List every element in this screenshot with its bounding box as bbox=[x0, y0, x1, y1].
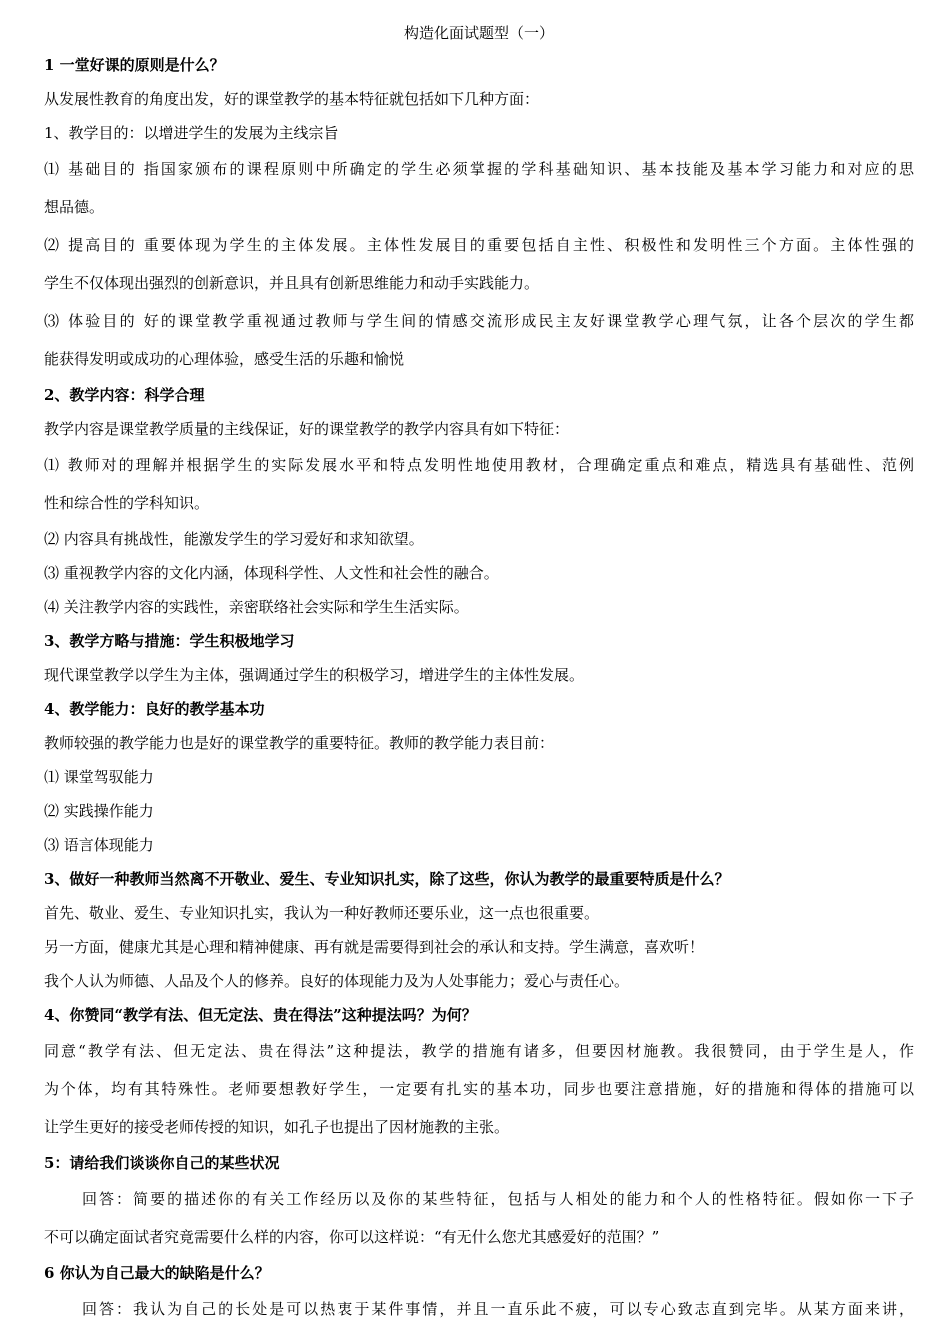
text-line: 从发展性教育的角度出发，好的课堂教学的基本特征就包括如下几种方面： bbox=[44, 90, 540, 108]
text-line: 为个体，均有其特殊性。老师要想教好学生，一定要有扎实的基本功，同步也要注意措施，好的措施和得体的措施可以 bbox=[44, 1080, 914, 1098]
text-line: 首先、敬业、爱生、专业知识扎实，我认为一种好教师还要乐业，这一点也很重要。 bbox=[44, 904, 600, 922]
text-line: ⑶ 重视教学内容的文化内涵，体现科学性、人文性和社会性的融合。 bbox=[44, 564, 499, 582]
text-line: 1、教学目的：以增进学生的发展为主线宗旨 bbox=[44, 124, 339, 142]
document-page bbox=[44, 20, 914, 1328]
text-line: 我个人认为师德、人品及个人的修养。良好的体现能力及为人处事能力；爱心与责任心。 bbox=[44, 972, 630, 990]
text-line: 同意“教学有法、但无定法、贵在得法”这种提法，教学的措施有诸多，但要因材施教。我很赞同，由于学生是人，作 bbox=[44, 1042, 914, 1060]
text-line: 让学生更好的接受老师传授的知识，如孔子也提出了因材施教的主张。 bbox=[44, 1118, 510, 1136]
text-line: ⑶ 体验目的 好的课堂教学重视通过教师与学生间的情感交流形成民主友好课堂教学心理气氛，让各个层次的学生都 bbox=[44, 312, 914, 330]
text-line: ⑵ 实践操作能力 bbox=[44, 802, 154, 820]
text-line: 不可以确定面试者究竟需要什么样的内容，你可以这样说：“有无什么您尤其感爱好的范围？” bbox=[44, 1228, 660, 1246]
text-line: 回答：简要的描述你的有关工作经历以及你的某些特征，包括与人相处的能力和个人的性格特征。假如你一下子 bbox=[82, 1190, 914, 1208]
document-body bbox=[44, 48, 914, 1328]
text-line: 想品德。 bbox=[44, 198, 105, 216]
section-heading: 6 你认为自己最大的缺陷是什么？ bbox=[44, 1264, 270, 1282]
section-heading: 3、做好一种教师当然离不开敬业、爱生、专业知识扎实，除了这些，你认为教学的最重要特质是什么？ bbox=[44, 870, 730, 888]
text-line: ⑷ 关注教学内容的实践性，亲密联络社会实际和学生生活实际。 bbox=[44, 598, 469, 616]
text-line: ⑵ 提高目的 重要体现为学生的主体发展。主体性发展目的重要包括自主性、积极性和发明性三个方面。主体性强的 bbox=[44, 236, 914, 254]
section-heading: 1 一堂好课的原则是什么？ bbox=[44, 56, 225, 74]
text-line: 教师较强的教学能力也是好的课堂教学的重要特征。教师的教学能力表目前： bbox=[44, 734, 555, 752]
section-heading: 3、教学方略与措施：学生积极地学习 bbox=[44, 632, 295, 650]
section-heading: 4、你赞同“教学有法、但无定法、贵在得法”这种提法吗？为何？ bbox=[44, 1006, 477, 1024]
text-line: ⑶ 语言体现能力 bbox=[44, 836, 154, 854]
text-line: ⑴ 基础目的 指国家颁布的课程原则中所确定的学生必须掌握的学科基础知识、基本技能及基本学习能力和对应的思 bbox=[44, 160, 914, 178]
text-line: 学生不仅体现出强烈的创新意识，并且具有创新思维能力和动手实践能力。 bbox=[44, 274, 540, 292]
text-line: 另一方面，健康尤其是心理和精神健康、再有就是需要得到社会的承认和支持。学生满意，喜欢听！ bbox=[44, 938, 705, 956]
document-title: 构造化面试题型（一） bbox=[403, 24, 554, 42]
text-line: ⑵ 内容具有挑战性，能激发学生的学习爱好和求知欲望。 bbox=[44, 530, 424, 548]
section-heading: 2、教学内容：科学合理 bbox=[44, 386, 205, 404]
text-line: 能获得发明或成功的心理体验，感受生活的乐趣和愉悦 bbox=[44, 350, 405, 368]
text-line: ⑴ 教师对的理解并根据学生的实际发展水平和特点发明性地使用教材，合理确定重点和难点，精选具有基础性、范例 bbox=[44, 456, 914, 474]
section-heading: 4、教学能力：良好的教学基本功 bbox=[44, 700, 265, 718]
text-line: ⑴ 课堂驾驭能力 bbox=[44, 768, 154, 786]
text-line: 教学内容是课堂教学质量的主线保证，好的课堂教学的教学内容具有如下特征： bbox=[44, 420, 570, 438]
text-line: 性和综合性的学科知识。 bbox=[44, 494, 210, 512]
text-line: 现代课堂教学以学生为主体，强调通过学生的积极学习，增进学生的主体性发展。 bbox=[44, 666, 585, 684]
text-line: 回答：我认为自己的长处是可以热衷于某件事情，并且一直乐此不疲，可以专心致志直到完毕。从某方面来讲， bbox=[82, 1300, 914, 1318]
section-heading: 5：请给我们谈谈你自己的某些状况 bbox=[44, 1154, 280, 1172]
